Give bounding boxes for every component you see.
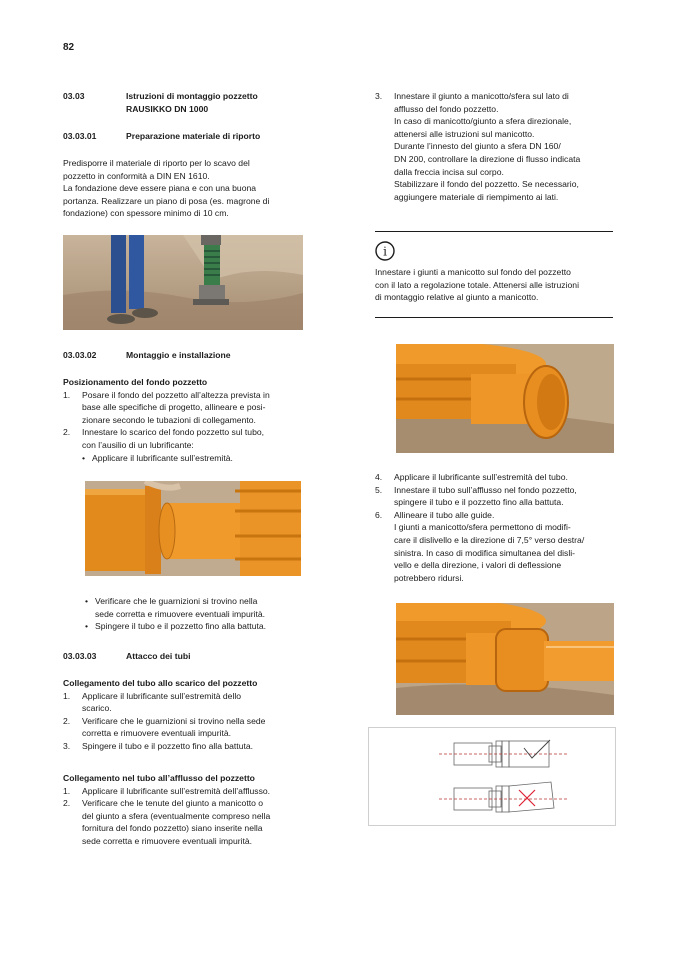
step-line: care il dislivello e la direzione di 7,5° verso destra/ xyxy=(394,534,585,545)
section-title: Preparazione materiale di riporto xyxy=(126,131,261,141)
section-number: 03.03.01 xyxy=(63,131,97,141)
section-number: 03.03 xyxy=(63,91,85,101)
step-line: Innestare lo scarico del fondo pozzetto sul tubo, xyxy=(82,427,265,438)
outlet-block xyxy=(63,677,313,753)
photo-pipe-inserted xyxy=(396,603,614,715)
list-item xyxy=(63,785,313,798)
step-line: Stabilizzare il fondo del pozzetto. Se necessario, xyxy=(394,179,579,190)
step-line: sinistra. In caso di modifica simultanea del disli- xyxy=(394,547,576,558)
step-number: 2. xyxy=(63,427,71,438)
section-03-03 xyxy=(63,90,313,115)
right-step-3 xyxy=(375,90,625,203)
step-line: Allineare il tubo alle guide. xyxy=(394,509,495,520)
step-number: 1. xyxy=(63,389,71,400)
step-line: del giunto a sfera (eventualmente compreso nella xyxy=(82,810,271,821)
step-line: Posare il fondo del pozzetto all’altezza prevista in xyxy=(82,389,270,400)
step-line: sede corretta e rimuovere eventuali impurità. xyxy=(82,835,253,846)
step-line: Innestare il giunto a manicotto/sfera sul lato di xyxy=(394,91,569,101)
step-line: I giunti a manicotto/sfera permettono di modifi- xyxy=(394,522,571,533)
info-top-rule xyxy=(375,231,613,232)
step-number: 2. xyxy=(63,715,71,726)
list-item xyxy=(375,484,625,509)
step-line: Applicare il lubrificante sull’estremità dello xyxy=(82,690,242,701)
section-title-line-2: RAUSIKKO DN 1000 xyxy=(126,103,209,114)
step-line: Durante l’innesto del giunto a sfera DN 160/ xyxy=(394,141,561,152)
step-number: 6. xyxy=(375,509,383,520)
subheading: Collegamento del tubo allo scarico del pozzetto xyxy=(63,678,258,688)
page-number: 82 xyxy=(63,42,75,53)
list-item xyxy=(375,90,625,203)
step-line: base alle specifiche di progetto, allineare e posi- xyxy=(82,402,266,413)
section-title: Attacco dei tubi xyxy=(126,651,191,661)
step-number: 4. xyxy=(375,472,383,482)
subheading: Collegamento nel tubo all’afflusso del pozzetto xyxy=(63,773,255,783)
intro-line: Predisporre il materiale di riporto per lo scavo del xyxy=(63,158,250,168)
positioning-block xyxy=(63,376,313,464)
step-line: attenersi alle istruzioni sul manicotto. xyxy=(394,128,535,139)
step-line: potrebbero ridursi. xyxy=(394,572,464,583)
step-number: 1. xyxy=(63,785,71,796)
list-item xyxy=(63,715,313,740)
list-item xyxy=(375,471,625,484)
intro-line: La fondazione deve essere piana e con una buona xyxy=(63,183,257,194)
section-title-line-1: Istruzioni di montaggio pozzetto xyxy=(126,91,258,101)
photo-compaction xyxy=(63,235,303,330)
step-line: scarico. xyxy=(82,703,112,714)
photo-socket xyxy=(396,344,614,453)
section-03-03-01 xyxy=(63,130,313,143)
section-number: 03.03.02 xyxy=(63,350,97,360)
step-line: Applicare il lubrificante sull’estremità dell’afflusso. xyxy=(82,785,271,796)
list-item xyxy=(375,509,625,585)
bullet-line: Verificare che le guarnizioni si trovino nella xyxy=(95,596,258,606)
list-item xyxy=(63,797,313,847)
step-line: Spingere il tubo e il pozzetto fino alla battuta. xyxy=(82,740,254,751)
svg-text:i: i xyxy=(383,244,387,259)
step-number: 5. xyxy=(375,484,383,495)
section-title: Montaggio e installazione xyxy=(126,350,231,360)
bullets-after xyxy=(85,595,315,633)
step-line: spingere il tubo e il pozzetto fino alla battuta. xyxy=(394,497,564,508)
bullet-item: • Verificare che le guarnizioni si trovino nella sede corretta e rimuovere eventuali impurità. xyxy=(85,596,266,619)
bullet-line: sede corretta e rimuovere eventuali impurità. xyxy=(95,608,266,619)
info-line: Innestare i giunti a manicotto sul fondo del pozzetto xyxy=(375,267,571,277)
inlet-block xyxy=(63,772,313,848)
step-line: Verificare che le tenute del giunto a manicotto o xyxy=(82,798,264,809)
section-03-03-03 xyxy=(63,650,313,663)
list-item xyxy=(63,740,313,753)
step-line: Innestare il tubo sull’afflusso nel fondo pozzetto, xyxy=(394,484,577,495)
bullet-item: • Applicare il lubrificante sull’estremità. xyxy=(82,452,233,463)
alignment-diagram xyxy=(368,727,616,826)
step-number: 3. xyxy=(63,740,71,751)
step-line: In caso di manicotto/giunto a sfera direzionale, xyxy=(394,116,572,127)
diagram-incorrect xyxy=(439,782,569,812)
step-line: afflusso del fondo pozzetto. xyxy=(394,103,499,114)
photo-lubricant xyxy=(85,481,301,576)
step-number: 3. xyxy=(375,91,383,101)
list-item xyxy=(63,389,313,427)
step-line: fornitura del fondo pozzetto) siano inserite nella xyxy=(82,823,263,834)
intro-line: fondazione) con spessore minimo di 10 cm. xyxy=(63,208,229,219)
step-line: dalla freccia incisa sul corpo. xyxy=(394,166,504,177)
step-line: zionare secondo le tubazioni di collegamento. xyxy=(82,414,256,425)
info-line: con il lato a regolazione totale. Attenersi alle istruzioni xyxy=(375,279,579,290)
section-number: 03.03.03 xyxy=(63,651,97,661)
right-steps-4-6 xyxy=(375,471,625,584)
step-line: DN 200, controllare la direzione di flusso indicata xyxy=(394,153,581,164)
bullet-text: Applicare il lubrificante sull’estremità. xyxy=(92,452,233,463)
info-line: di montaggio relative al giunto a manicotto. xyxy=(375,292,539,303)
subheading: Posizionamento del fondo pozzetto xyxy=(63,377,208,387)
info-icon xyxy=(375,241,395,261)
bullet-line: Spingere il tubo e il pozzetto fino alla battuta. xyxy=(95,621,267,632)
intro-line: pozzetto in conformità a DIN EN 1610. xyxy=(63,170,210,181)
step-line: Verificare che le guarnizioni si trovino nella sede xyxy=(82,715,266,726)
step-number: 2. xyxy=(63,798,71,809)
step-line: Applicare il lubrificante sull’estremità del tubo. xyxy=(394,472,568,482)
list-item xyxy=(63,690,313,715)
info-bottom-rule xyxy=(375,317,613,318)
bullet-item: • Spingere il tubo e il pozzetto fino alla battuta. xyxy=(85,621,267,632)
step-line: aggiungere materiale di riempimento ai lati. xyxy=(394,191,559,202)
intro-paragraph xyxy=(63,157,313,220)
diagram-correct xyxy=(439,740,569,767)
section-03-03-02 xyxy=(63,349,313,362)
list-item xyxy=(63,426,313,464)
step-line: con l’ausilio di un lubrificante: xyxy=(82,439,194,450)
step-line: vello e della direzione, i valori di deflessione xyxy=(394,560,562,571)
step-line: corretta e rimuovere eventuali impurità. xyxy=(82,728,232,739)
step-number: 1. xyxy=(63,690,71,701)
intro-line: portanza. Realizzare un piano di posa (es. magrone di xyxy=(63,195,270,206)
info-note xyxy=(375,266,625,304)
